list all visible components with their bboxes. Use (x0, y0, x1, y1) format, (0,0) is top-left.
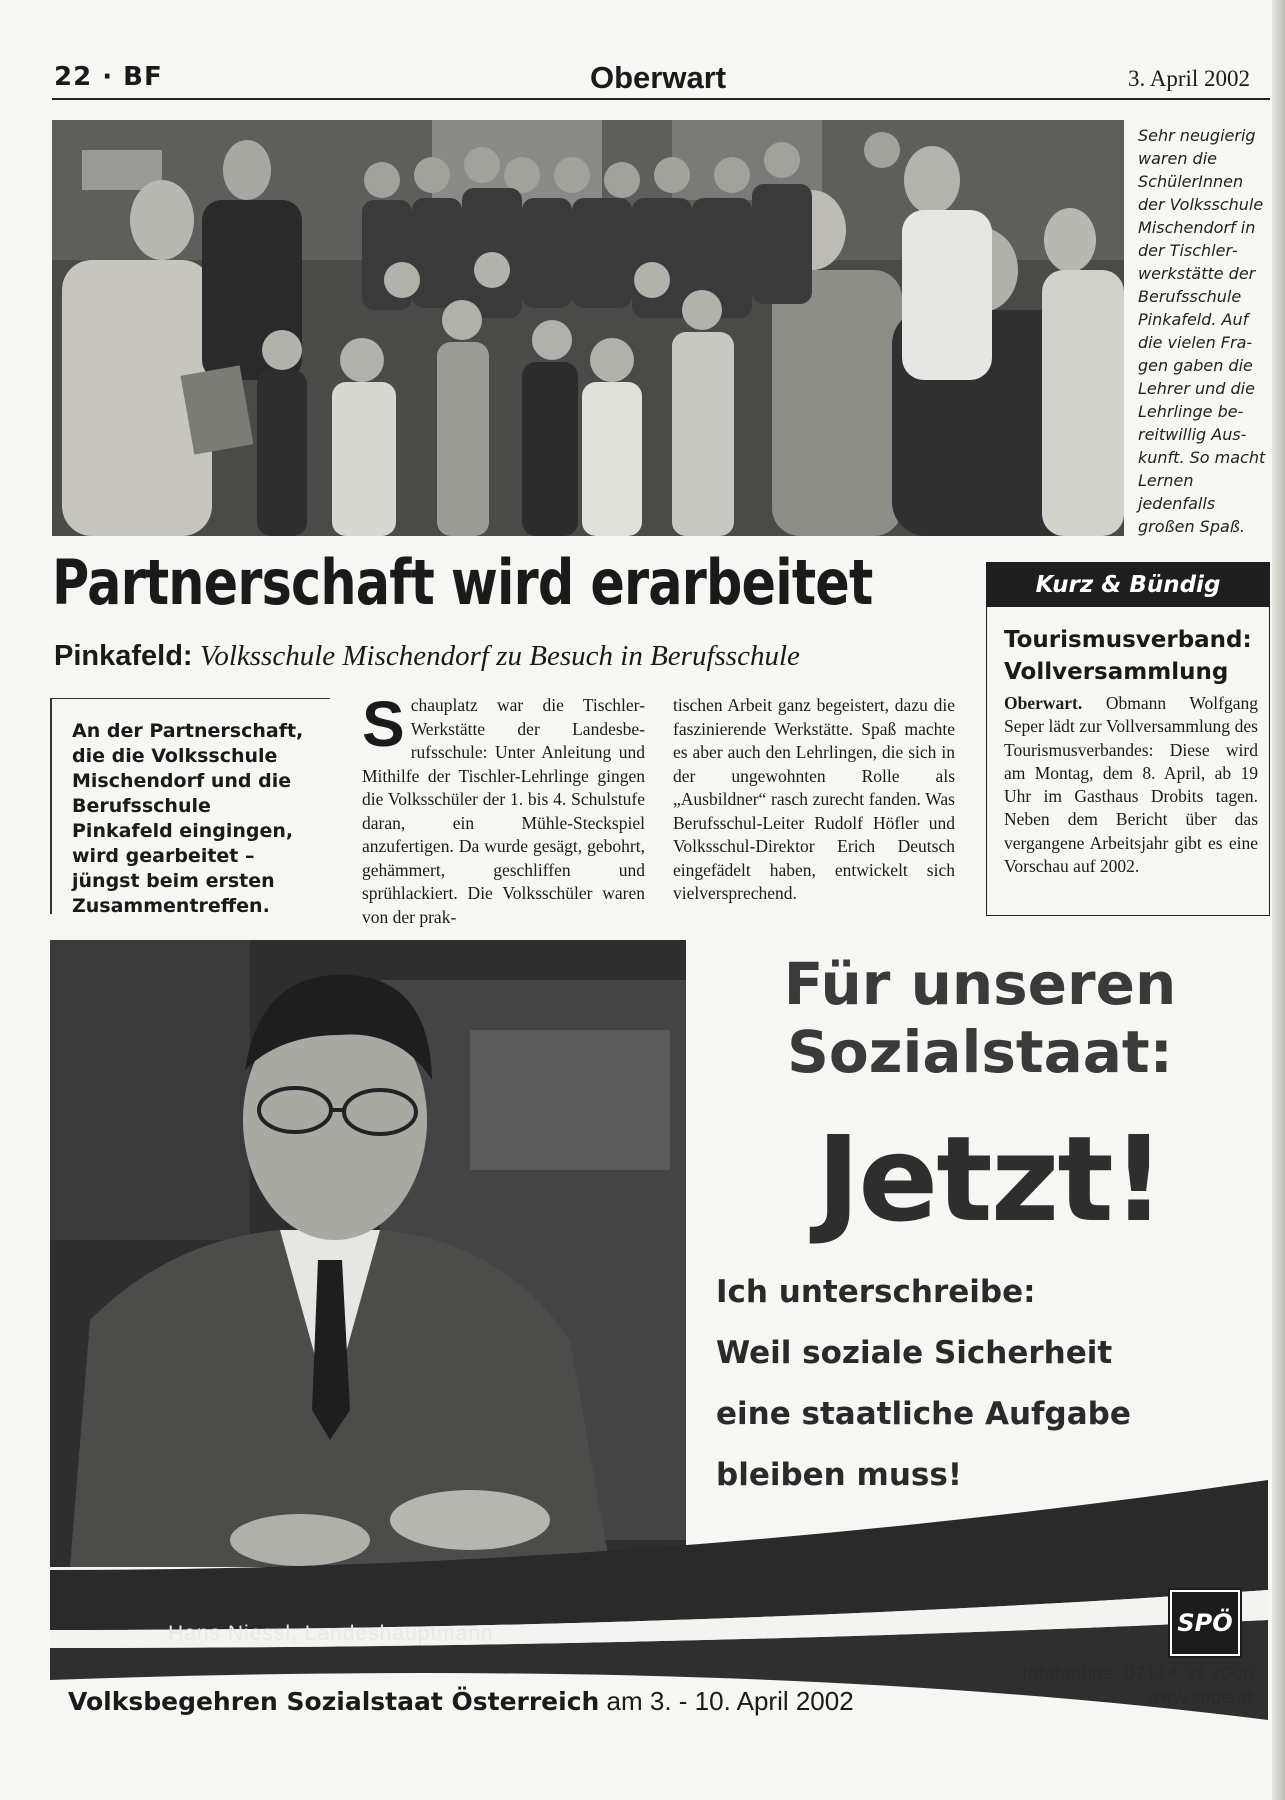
ad-hotline: Infohotline: 07114 99 2000 (1022, 1664, 1254, 1684)
ad-footer (68, 1686, 854, 1717)
photo-caption: Sehr neugierig waren die SchülerInnen der Volksschule Mischendorf in der Tischlerwerkstätte der Berufsschule Pinkafeld. Auf die vielen Fragen gaben die Lehrer und die Lehrlinge bereitwillig Auskunft. So macht Lernen jedenfalls großen Spaß. (1138, 126, 1266, 536)
section-title: Oberwart (590, 60, 727, 95)
column-1-text: chauplatz war die Tischler-Werkstätte der Landesberufsschule: Unter Anleitung und Mithilfe der Tischler-Lehrlinge gingen die Volksschüler der 1. bis 4. Schulstufe daran, ein Mühle-Steckspiel anzufertigen. Da wurde gesägt, gebohrt, gehämmert, geschliffen und sprühlackiert. Die Volksschüler waren von der prak- (362, 695, 645, 927)
ad-website: www.spoe.at (1145, 1688, 1254, 1708)
news-brief-label: Kurz & Bündig (986, 562, 1270, 607)
ad-jetzt: Jetzt! (816, 1110, 1164, 1248)
ad-footer-bold: Volksbegehren Sozialstaat Österreich (68, 1687, 600, 1716)
ad-body (716, 1262, 1256, 1506)
ad-person-name: Hans Niessl, Landeshauptmann (168, 1622, 494, 1645)
drop-cap: S (362, 688, 405, 760)
ad-body-line-3: eine staatliche Aufgabe (716, 1396, 1131, 1432)
ad-body-line-4: bleiben muss! (716, 1457, 962, 1493)
ad-headline (700, 950, 1260, 1086)
ad-body-line-2: Weil soziale Sicherheit (716, 1335, 1113, 1371)
subhead-place: Pinkafeld: (54, 640, 193, 672)
ad-footer-dates: am 3. - 10. April 2002 (599, 1686, 854, 1716)
page-edge (1272, 0, 1285, 1800)
subhead-text: Volksschule Mischendorf zu Besuch in Berufsschule (199, 640, 800, 672)
news-brief-body: Obmann Wolfgang Seper lädt zur Vollversammlung des Tourismusverbandes: Diese wird am Montag, dem 8. April, ab 19 Uhr im Gasthaus Drobits tagen. Neben dem Bericht über das vergangene Arbeitsjahr gibt es eine Vorschau auf 2002. (1004, 693, 1258, 877)
article-subhead (54, 640, 800, 673)
ad-headline-line-2: Sozialstaat: (787, 1018, 1173, 1086)
article-headline: Partnerschaft wird erarbeitet (52, 546, 873, 619)
page-number: 22 · BF (54, 62, 163, 92)
article-teaser: An der Partnerschaft, die die Volksschule Mischendorf und die Berufsschule Pinkafeld eingingen, wird gearbeitet – jüngst beim ersten Zusammentreffen. (50, 698, 330, 914)
ad-portrait-photo (50, 940, 686, 1567)
article-column-2: tischen Arbeit ganz begeistert, dazu die faszinierende Werkstätte. Spaß machte es aber auch den Lehrlingen, die sich in der ungewohnten Rolle als „Ausbildner“ rasch zurecht fanden. Was Berufsschul-Leiter Rudolf Höfler und Volksschul-Direktor Erich Deutsch eingefädelt haben, entwickelt sich vielversprechend. (673, 695, 955, 903)
header-rule (52, 98, 1270, 100)
news-brief-text (1004, 692, 1258, 878)
news-brief-title: Tourismusverband: Vollversammlung (1004, 627, 1252, 685)
spo-logo: SPÖ (1170, 1590, 1240, 1656)
article-column-1 (362, 688, 645, 929)
issue-date: 3. April 2002 (1128, 66, 1251, 91)
news-brief-place: Oberwart. (1004, 693, 1083, 713)
ad-body-line-1: Ich unterschreibe: (716, 1274, 1036, 1310)
ad-contact (1008, 1662, 1254, 1710)
ad-headline-line-1: Für unseren (783, 950, 1177, 1018)
workshop-photo (52, 120, 1124, 536)
